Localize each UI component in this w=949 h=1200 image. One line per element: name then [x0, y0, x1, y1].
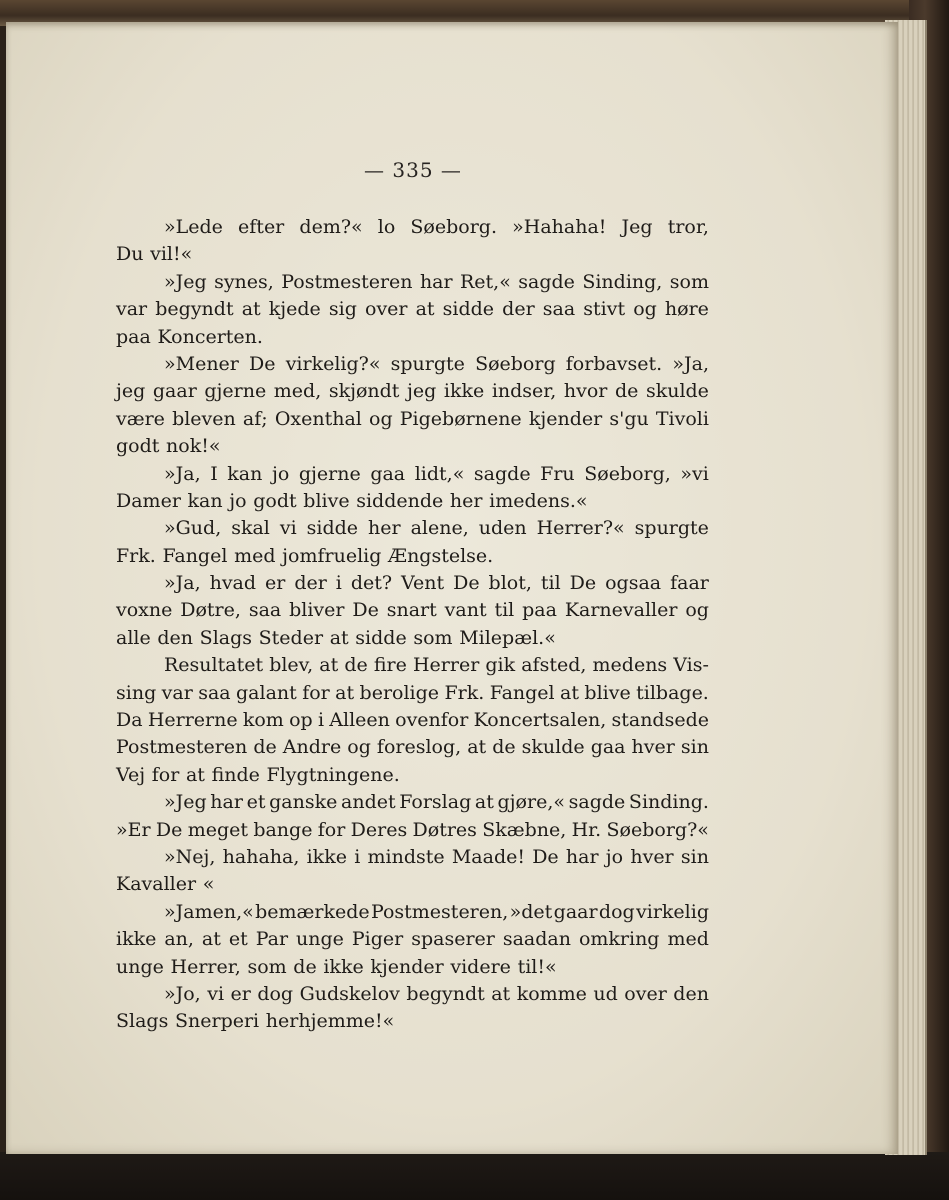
word: og [685, 599, 709, 622]
word: Par [255, 928, 289, 951]
word: Steder [258, 626, 324, 649]
word: til [540, 572, 561, 595]
text-line [116, 899, 709, 926]
word: kan [227, 462, 263, 485]
word: »Jeg [164, 270, 207, 293]
word: dog [257, 982, 294, 1005]
word: at [335, 681, 355, 704]
word: ovenfor [395, 709, 469, 732]
word: Herrer, [170, 955, 241, 978]
text-line [116, 762, 709, 789]
word: Herrer [412, 654, 480, 677]
text-line [116, 433, 709, 460]
word: de [253, 736, 277, 759]
word: bleven [172, 407, 236, 430]
text-line [116, 378, 709, 405]
word: Slags [116, 1010, 169, 1033]
word: af; [242, 407, 268, 430]
word: « [202, 873, 215, 896]
word: unge [116, 955, 164, 978]
word: for [317, 818, 346, 841]
word: Døtres [412, 818, 477, 841]
word: Vis- [673, 654, 709, 677]
word: blot, [488, 572, 532, 595]
word: Søeborg [475, 352, 556, 375]
word: de [344, 654, 368, 677]
text-line [116, 214, 709, 241]
text-line [116, 734, 709, 761]
word: gik [485, 654, 516, 677]
word: »Ja, [672, 352, 709, 375]
word: Postmesteren [281, 270, 413, 293]
word: Oxenthal [274, 407, 362, 430]
word: at [474, 791, 494, 814]
word: over [624, 982, 667, 1005]
word: fire [373, 654, 407, 677]
word: ikke [443, 380, 485, 403]
word: mindste [367, 845, 445, 868]
body-text [116, 214, 709, 1036]
text-line [116, 789, 709, 816]
word: Postmesteren, [370, 900, 509, 923]
word: er [265, 572, 286, 595]
word: ikke [323, 955, 364, 978]
word: s'gu [609, 407, 649, 430]
word: Søeborg, [584, 462, 671, 485]
word: til [494, 599, 515, 622]
word: dem?« [299, 216, 363, 238]
word: Fru [540, 462, 575, 485]
word: Tivoli [655, 407, 709, 430]
word: at [467, 736, 487, 759]
word: saadan [502, 928, 571, 951]
word: imedens.« [489, 489, 588, 512]
word: at [560, 681, 580, 704]
word: Sinding, [582, 270, 663, 293]
word: spurgte [390, 352, 465, 375]
word: alle [116, 626, 151, 649]
text-line [116, 844, 709, 871]
word: høre [664, 298, 709, 321]
word: sin [680, 736, 709, 759]
word: saa [198, 681, 231, 704]
word: De [155, 818, 183, 841]
word: alene, [410, 517, 469, 540]
word: jo [605, 845, 624, 868]
word: meget [187, 818, 248, 841]
word: sagde [518, 270, 575, 293]
page-number: — 335 — [364, 158, 462, 182]
word: ikke [306, 845, 347, 868]
word: være [116, 407, 165, 430]
word: blev, [269, 654, 314, 677]
word: »vi [680, 462, 709, 485]
word: Flygtningene. [266, 763, 400, 786]
word: Herrerne [147, 709, 238, 732]
word: Pigebørnene [399, 407, 522, 430]
word: ogsaa [605, 572, 662, 595]
word: at [491, 982, 511, 1005]
word: Herrer?« [536, 517, 625, 540]
text-line [116, 241, 709, 268]
word: Milepæl.« [459, 626, 556, 649]
word: De [249, 352, 276, 375]
word: op [289, 709, 313, 732]
word: vant [444, 599, 487, 622]
word: »Er [116, 818, 151, 841]
word: komme [516, 982, 587, 1005]
word: Kavaller [116, 873, 197, 896]
word: den [673, 982, 709, 1005]
word: kom [242, 709, 284, 732]
word: skjøndt [328, 380, 400, 403]
word: uden [478, 517, 527, 540]
text-line [116, 597, 709, 624]
word: jomfruelig [282, 544, 382, 567]
word: med [667, 928, 709, 951]
word: Piger [351, 928, 404, 951]
word: spurgte [634, 517, 709, 540]
word: med, [273, 380, 322, 403]
word: Fangel [489, 681, 555, 704]
book-bottom-edge [0, 1152, 949, 1200]
word: unge [296, 928, 344, 951]
word: I [210, 462, 218, 485]
word: standsede [611, 709, 709, 732]
word: indser, [491, 380, 557, 403]
word: Frk. [116, 544, 156, 567]
word: Ængstelse. [388, 544, 494, 567]
word: kjender [528, 407, 603, 430]
word: Fangel [162, 544, 228, 567]
word: »Mener [164, 352, 239, 375]
word: som [247, 955, 287, 978]
word: »Ja, [164, 462, 201, 485]
word: er [230, 982, 251, 1005]
word: »Nej, [164, 845, 216, 868]
word: blive [584, 681, 631, 704]
word: Deres [350, 818, 408, 841]
word: skulde [521, 736, 585, 759]
word: finde [211, 763, 260, 786]
word: lo [377, 216, 396, 238]
word: jo [229, 489, 247, 512]
word: de [492, 736, 516, 759]
word: over [365, 298, 408, 321]
word: godt [116, 435, 160, 458]
word: kjede [268, 298, 321, 321]
word: Koncertsalen, [473, 709, 607, 732]
word: »Lede [164, 216, 223, 238]
word: de [293, 955, 317, 978]
word: at [201, 928, 221, 951]
word: tror, [667, 216, 709, 238]
word: De [569, 572, 597, 595]
word: som [669, 270, 709, 293]
word: forbavset. [565, 352, 663, 375]
word: vi [207, 982, 225, 1005]
word: jeg [407, 380, 437, 403]
word: kan [187, 489, 223, 512]
text-line [116, 652, 709, 679]
word: Koncerten. [157, 325, 263, 348]
word: stivt [583, 298, 626, 321]
text-line [116, 954, 709, 981]
word: Gudskelov [299, 982, 400, 1005]
word: »det [509, 900, 553, 923]
word: De [532, 845, 559, 868]
word: et [228, 928, 248, 951]
word: Forslag [399, 791, 472, 814]
word: som [413, 626, 453, 649]
word: gjøre,« [497, 791, 565, 814]
word: godt [253, 489, 297, 512]
word: gjerne [204, 380, 267, 403]
word: at [415, 298, 435, 321]
text-line [116, 406, 709, 433]
text-line [116, 324, 709, 351]
word: herhjemme!« [265, 1010, 395, 1033]
word: sin [680, 845, 709, 868]
word: »Hahaha! [512, 216, 607, 238]
word: et [246, 791, 266, 814]
word: saa [248, 599, 282, 622]
word: gaa [370, 462, 406, 485]
word: det? [350, 572, 393, 595]
word: virkelig [636, 900, 709, 923]
word: Maade! [451, 845, 525, 868]
word: med [234, 544, 276, 567]
text-line [116, 1008, 709, 1035]
word: der [294, 572, 327, 595]
word: begyndt [155, 298, 234, 321]
word: der [502, 298, 535, 321]
text-line [116, 817, 709, 844]
word: spaserer [411, 928, 495, 951]
word: var [161, 681, 193, 704]
text-line [116, 296, 709, 323]
word: jeg [116, 380, 146, 403]
word: faar [670, 572, 709, 595]
word: hvad [209, 572, 257, 595]
word: vil!« [150, 243, 193, 266]
text-line [116, 269, 709, 296]
word: Damer [116, 489, 181, 512]
word: gaa [590, 736, 626, 759]
text-line [116, 515, 709, 542]
text-line [116, 570, 709, 597]
word: Døtre, [180, 599, 241, 622]
word: hvor [563, 380, 608, 403]
word: »Jo, [164, 982, 201, 1005]
word: bemærkede [255, 900, 370, 923]
word: de [614, 380, 639, 403]
word: Ret,« [460, 270, 511, 293]
word: Hr. [571, 818, 602, 841]
word: Postmesteren [116, 736, 248, 759]
word: sagde [568, 791, 626, 814]
text-line [116, 488, 709, 515]
text-line [116, 351, 709, 378]
word: lidt,« [414, 462, 465, 485]
text-line [116, 461, 709, 488]
word: gaar [152, 380, 197, 403]
word: sidde [442, 298, 495, 321]
word: paa [116, 325, 151, 348]
word: efter [238, 216, 285, 238]
word: Søeborg?« [606, 818, 709, 841]
word: omkring [578, 928, 660, 951]
word: og [369, 407, 393, 430]
word: sagde [473, 462, 531, 485]
word: i [317, 709, 325, 732]
word: afsted, [521, 654, 587, 677]
text-line [116, 625, 709, 652]
word: hver [631, 736, 675, 759]
text-line [116, 543, 709, 570]
word: Vej [116, 763, 146, 786]
word: gjerne [298, 462, 361, 485]
word: Jeg [621, 216, 653, 238]
word: for [302, 681, 330, 704]
word: andet [341, 791, 396, 814]
word: »Gud, [164, 517, 222, 540]
word: Skæbne, [482, 818, 567, 841]
word: her [449, 489, 483, 512]
word: Karnevaller [564, 599, 678, 622]
word: at [319, 654, 339, 677]
word: Søeborg. [410, 216, 497, 238]
word: hver [630, 845, 674, 868]
word: Slags [199, 626, 253, 649]
word: at [241, 298, 261, 321]
word: Snerperi [174, 1010, 260, 1033]
word: har [419, 270, 453, 293]
word: skulde [645, 380, 709, 403]
word: bange [253, 818, 313, 841]
word: til!« [517, 955, 557, 978]
word: »Jeg [164, 791, 207, 814]
word: Andre [282, 736, 342, 759]
word: paa [522, 599, 557, 622]
word: her [368, 517, 401, 540]
word: ikke [116, 928, 157, 951]
word: Sinding. [628, 791, 709, 814]
word: foreslog, [376, 736, 462, 759]
word: for [151, 763, 180, 786]
word: vi [279, 517, 297, 540]
word: siddende [356, 489, 444, 512]
word: Alleen [329, 709, 390, 732]
word: og [347, 736, 371, 759]
word: sidde [355, 626, 407, 649]
text-line [116, 707, 709, 734]
word: galant [236, 681, 297, 704]
word: »Jamen,« [164, 900, 254, 923]
word: hahaha, [222, 845, 300, 868]
text-line [116, 871, 709, 898]
word: snart [386, 599, 437, 622]
word: ganske [269, 791, 338, 814]
text-line [116, 981, 709, 1008]
word: voxne [116, 599, 173, 622]
word: har [565, 845, 599, 868]
word: De [352, 599, 379, 622]
word: dog [598, 900, 635, 923]
word: begyndt [406, 982, 485, 1005]
word: videre [450, 955, 511, 978]
word: »Ja, [164, 572, 201, 595]
word: Du [116, 243, 144, 266]
word: jo [271, 462, 290, 485]
word: saa [542, 298, 576, 321]
word: sig [328, 298, 357, 321]
word: Frk. [444, 681, 485, 704]
word: i [354, 845, 361, 868]
word: sing [116, 681, 157, 704]
word: Vent [401, 572, 445, 595]
word: Resultatet [164, 654, 264, 677]
word: at [329, 626, 349, 649]
word: den [157, 626, 194, 649]
word: i [335, 572, 342, 595]
text-line [116, 926, 709, 953]
word: var [116, 298, 148, 321]
word: sidde [306, 517, 359, 540]
word: ud [593, 982, 618, 1005]
word: virkelig?« [285, 352, 381, 375]
word: blive [303, 489, 350, 512]
word: kjender [370, 955, 444, 978]
word: at [185, 763, 205, 786]
word: berolige [359, 681, 440, 704]
word: skal [231, 517, 270, 540]
word: Da [116, 709, 143, 732]
word: medens [592, 654, 668, 677]
word: har [210, 791, 243, 814]
word: gaar [553, 900, 598, 923]
word: tilbage. [636, 681, 709, 704]
word: og [633, 298, 657, 321]
word: synes, [214, 270, 274, 293]
text-line [116, 680, 709, 707]
word: nok!« [166, 435, 221, 458]
word: bliver [289, 599, 345, 622]
word: De [453, 572, 480, 595]
word: an, [164, 928, 194, 951]
book-page [6, 22, 898, 1154]
